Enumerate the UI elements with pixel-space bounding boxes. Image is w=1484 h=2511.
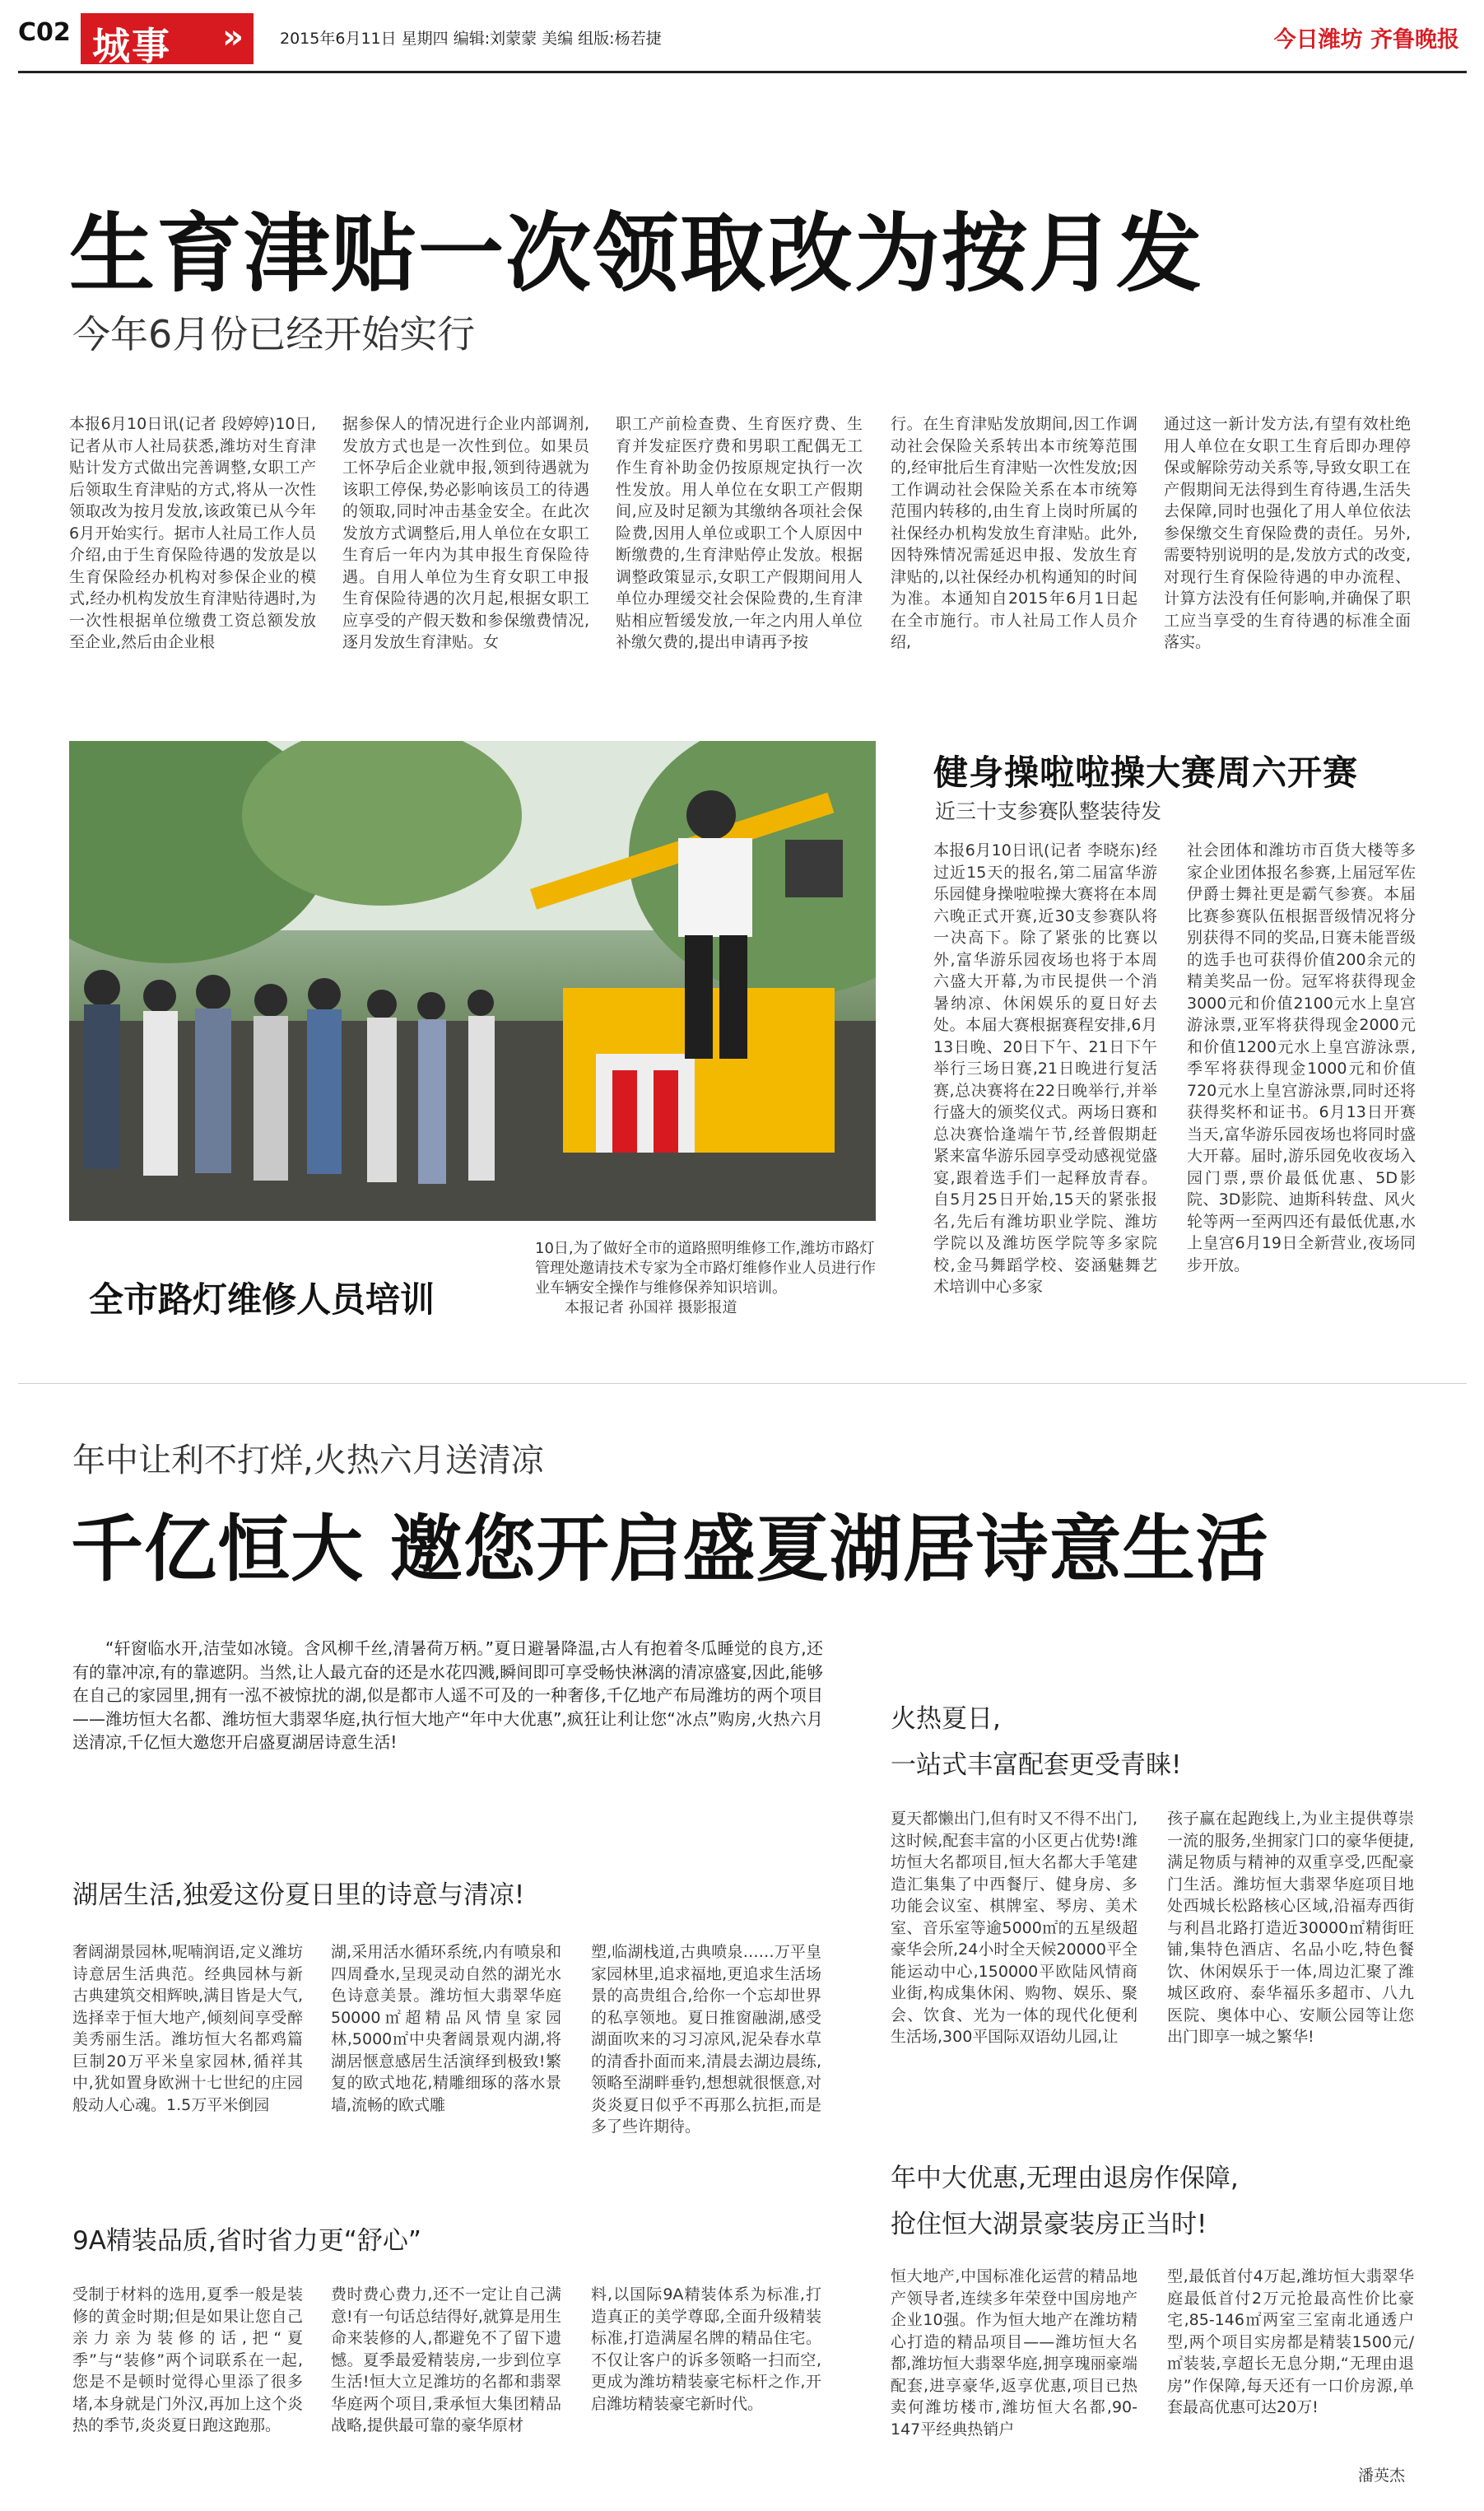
ad-sec2-title: 9A精装品质,省时省力更“舒心”	[72, 2226, 421, 2256]
ad-sec3-col-1: 夏天都懒出门,但有时又不得不出门,这时候,配套丰富的小区更占优势!潍坊恒大名都项目,恒大名都大手笔建造汇集集了中西餐厅、健身房、多功能会议室、棋牌室、琴房、美术室、音乐室等逾5000㎡的五星级超豪华会所,24小时全天候20000平全能运动中心,150000平欧陆风情商业街,构成集休闲、购物、娱乐、聚会、饮食、光为一体的现代化便利生活场,300平国际双语幼儿园,让	[891, 1810, 1137, 2046]
ad-sec4-title: 年中大优惠,无理由退房作保障, 抢住恒大湖景豪装房正当时!	[891, 2164, 1239, 2239]
ad-sec1-title: 湖居生活,独爱这份夏日里的诗意与清凉!	[72, 1880, 525, 1910]
article2-title: 健身操啦啦操大赛周六开赛	[933, 752, 1359, 793]
ad-title: 千亿恒大 邀您开启盛夏湖居诗意生活	[71, 1507, 1269, 1591]
header-rule	[18, 71, 1467, 73]
photo-caption	[535, 1239, 881, 1318]
section-tab[interactable]	[81, 13, 254, 68]
ad-sec4-col-2: 型,最低首付4万起,潍坊恒大翡翠华庭最低首付2万元抢最高性价比豪宅,85-146㎡两室三室南北通透户型,两个项目实房都是精装1500元/㎡装装,享超长无息分期,“无理由退房”作保障,每天还有一口价房源,单套最高优惠可达20万!	[1167, 2267, 1414, 2416]
ad-sec2-col-1: 受制于材料的选用,夏季一般是装修的黄金时期;但是如果让您自己亲力亲为装修的话,把“夏季”与“装修”两个词联系在一起,您是不是顿时觉得心里添了很多堵,本身就是门外汉,再加上这个炎热的季节,炎炎夏日跑这跑那。	[72, 2285, 303, 2434]
ad-sec1-col-1: 奢阔湖景园林,呢喃润语,定义潍坊诗意居生活典范。经典园林与新古典建筑交相辉映,满目皆是大气,选择幸于恒大地产,倾刻间享受醉美秀丽生活。潍坊恒大名都鸡篇巨制20万平米皇家园林,循祥其中,犹如置身欧洲十七世纪的庄园般动人心魂。1.5万平米倒园	[72, 1943, 303, 2114]
article1-col-3: 职工产前检查费、生育医疗费、生育并发症医疗费和男职工配偶无工作生育补助金仍按原规定执行一次性发放。用人单位在女职工产假期间,应及时足额为其缴纳各项社会保险费,因用人单位或职工个人原因中断缴费的,生育津贴停止发放。根据调整政策显示,女职工产假期间用人单位办理缓交社会保险费的,生育津贴相应暂缓发放,一年之内用人单位补缴欠费的,提出申请再予按	[616, 415, 863, 651]
chevron-right-icon: »	[222, 18, 244, 56]
photo-illustration	[69, 741, 876, 1221]
photo-credit: 本报记者 孙国祥 摄影报道	[565, 1299, 737, 1316]
photo-story-title: 全市路灯维修人员培训	[89, 1279, 435, 1320]
section-name: 城事	[92, 24, 171, 68]
ad-sec3-title: 火热夏日, 一站式丰富配套更受青睐!	[891, 1704, 1182, 1780]
masthead-brand: 今日潍坊 齐鲁晚报	[1273, 27, 1459, 53]
ad-kicker: 年中让利不打烊,火热六月送清凉	[72, 1442, 544, 1479]
ad-sec3-col-2: 孩子赢在起跑线上,为业主提供尊崇一流的服务,坐拥家门口的豪华便捷,满足物质与精神的双重享受,匹配豪门生活。潍坊恒大翡翠华庭项目地处西城长松路核心区域,沿福寿西街与利昌北路打造近30000㎡精街旺铺,集特色酒店、名品小吃,特色餐饮、休闲娱乐于一体,周边汇聚了潍城区政府、泰华福乐多超市、八九医院、奥体中心、安顺公园等让您出门即享一城之繁华!	[1167, 1810, 1414, 2046]
ad-sec1-col-3: 塑,临湖栈道,古典喷泉……万平皇家园林里,追求福地,更追求生活场景的高贵组合,给你一个忘却世界的私享领地。夏日推窗融湖,感受湖面吹来的习习凉风,泥朵春水草的清香扑面而来,清晨去湖边晨练,领略至湖畔垂钓,想想就很惬意,对炎炎夏日似乎不再那么抗拒,而是多了些许期待。	[591, 1943, 821, 2136]
ad-intro: “轩窗临水开,洁莹如冰镜。含风柳千丝,清暑荷万柄。”夏日避暑降温,古人有抱着冬瓜睡觉的良方,还有的靠冲凉,有的靠遮阴。当然,让人最亢奋的还是水花四溅,瞬间即可享受畅快淋漓的清凉盛宴,因此,能够在自己的家园里,拥有一泓不被惊扰的湖,似是都市人遥不可及的一种奢侈,千亿地产布局潍坊的两个项目——潍坊恒大名都、潍坊恒大翡翠华庭,执行恒大地产“年中大优惠”,疯狂让利让您“冰点”购房,火热六月送清凉,千亿恒大邀您开启盛夏湖居诗意生活!	[72, 1638, 823, 1753]
article1-col-1: 本报6月10日讯(记者 段婷婷)10日,记者从市人社局获悉,潍坊对生育津贴计发方式做出完善调整,女职工产后领取生育津贴的方式,将从一次性领取改为按月发放,该政策已从今年6月开始实行。据市人社局工作人员介绍,由于生育保险待遇的发放是以生育保险经办机构对参保企业的模式,经办机构发放生育津贴待遇时,为一次性根据单位缴费工资总额发放至企业,然后由企业根	[69, 415, 316, 651]
article2-col-1: 本报6月10日讯(记者 李晓东)经过近15天的报名,第二届富华游乐园健身操啦啦操大赛将在本周六晚正式开赛,近30支参赛队将一决高下。除了紧张的比赛以外,富华游乐园夜场也将于本周六盛大开幕,为市民提供一个消暑纳凉、休闲娱乐的夏日好去处。本届大赛根据赛程安排,6月13日晚、20日下午、21日下午举行三场日赛,21日晚进行复活赛,总决赛将在22日晚举行,并举行盛大的颁奖仪式。两场日赛和总决赛恰逢端午节,经普假期赶紧来富华游乐园享受动感视觉盛宴,跟着选手们一起释放青春。自5月25日开始,15天的紧张报名,先后有潍坊职业学院、潍坊学院以及潍坊医学院等多家院校,金马舞蹈学校、姿涵魅舞艺术培训中心多家	[933, 841, 1157, 1296]
article1-title: 生育津贴一次领取改为按月发	[69, 203, 1204, 304]
article2-subtitle: 近三十支参赛队整装待发	[935, 799, 1162, 823]
news-photo-streetlight-training	[69, 741, 876, 1221]
ad-sec2-col-3: 料,以国际9A精装体系为标准,打造真正的美学尊邸,全面升级精装标准,打造满屋名牌的精品住宅。不仅让客户的诉多领略一扫而空,更成为潍坊精装豪宅标杆之作,开启潍坊精装豪宅新时代。	[591, 2285, 821, 2413]
ad-sec4-col-1: 恒大地产,中国标准化运营的精品地产领导者,连续多年荣登中国房地产企业10强。作为恒大地产在潍坊精心打造的精品项目——潍坊恒大名都,潍坊恒大翡翠华庭,拥享瑰丽豪端配套,进享豪华,返享优惠,项目已热卖何潍坊楼市,潍坊恒大名都,90-147平经典热销户	[891, 2267, 1137, 2439]
photo-caption-text: 10日,为了做好全市的道路照明维修工作,潍坊市路灯管理处邀请技术专家为全市路灯维修作业人员进行作业车辆安全操作与维修保养知识培训。	[535, 1240, 876, 1297]
ad-byline: 潘英杰	[1358, 2467, 1406, 2485]
article1-col-2: 据参保人的情况进行企业内部调剂,发放方式也是一次性到位。如果员工怀孕后企业就申报,领到待遇就为该职工停保,势必影响该员工的待遇的领取,同时冲击基金安全。在此次发放方式调整后,用人单位在女职工生育后一年内为其申报生育保险待遇。自用人单位为生育女职工申报生育保险待遇的次月起,根据女职工应享受的产假天数和参保缴费情况,逐月发放生育津贴。女	[342, 415, 589, 651]
ad-sec2-col-2: 费时费心费力,还不一定让自己满意!有一句话总结得好,就算是用生命来装修的人,都避免不了留下遗憾。夏季最爱精装房,一步到位享生活!恒大立足潍坊的名都和翡翠华庭两个项目,秉承恒大集团精品战略,提供最可靠的豪华原材	[331, 2285, 561, 2434]
ad-sec1-col-2: 湖,采用活水循环系统,内有喷泉和四周叠水,呈现灵动自然的湖光水色诗意美景。潍坊恒大翡翠华庭50000㎡超精品风情皇家园林,5000㎡中央奢阔景观内湖,将湖居惬意感居生活演绎到极致!繁复的欧式地花,精雕细琢的落水景墙,流畅的欧式雕	[331, 1943, 561, 2114]
section-divider	[18, 1383, 1467, 1384]
page-number: C02	[18, 18, 71, 47]
article1-col-4: 行。在生育津贴发放期间,因工作调动社会保险关系转出本市统筹范围的,经审批后生育津贴一次性发放;因工作调动社会保险关系在本市统筹范围内转移的,由生育上岗时所属的社保经办机构发放生育津贴。此外,因特殊情况需延迟申报、发放生育津贴的,以社保经办机构通知的时间为准。本通知自2015年6月1日起在全市施行。市人社局工作人员介绍,	[891, 415, 1137, 651]
article1-col-5: 通过这一新计发方法,有望有效杜绝用人单位在女职工生育后即办理停保或解除劳动关系等,导致女职工在产假期间无法得到生育待遇,生活失去保障,同时也强化了用人单位依法参保缴交生育保险费的责任。另外,需要特别说明的是,发放方式的改变,对现行生育保险待遇的申办流程、计算方法没有任何影响,并确保了职工应当享受的生育待遇的标准全面落实。	[1164, 415, 1411, 651]
article2-col-2: 社会团体和潍坊市百货大楼等多家企业团体报名参赛,上届冠军佐伊爵士舞社更是霸气参赛。本届比赛参赛队伍根据晋级情况将分别获得不同的奖品,日赛未能晋级的选手也可获得价值200余元的精美奖品一份。冠军将获得现金3000元和价值2100元水上皇宫游泳票,亚军将获得现金2000元和价值1200元水上皇宫游泳票,季军将获得现金1000元和价值720元水上皇宫游泳票,同时还将获得奖杯和证书。6月13日开赛当天,富华游乐园夜场也将同时盛大开幕。届时,游乐园免收夜场入园门票,票价最低优惠、5D影院、3D影院、迪斯科转盘、风火轮等两一至两四还有最低优惠,水上皇宫6月19日全新营业,夜场同步开放。	[1187, 841, 1416, 1274]
article1-subtitle: 今年6月份已经开始实行	[72, 312, 476, 356]
issue-info: 2015年6月11日 星期四 编辑:刘蒙蒙 美编 组版:杨若捷	[280, 30, 662, 48]
